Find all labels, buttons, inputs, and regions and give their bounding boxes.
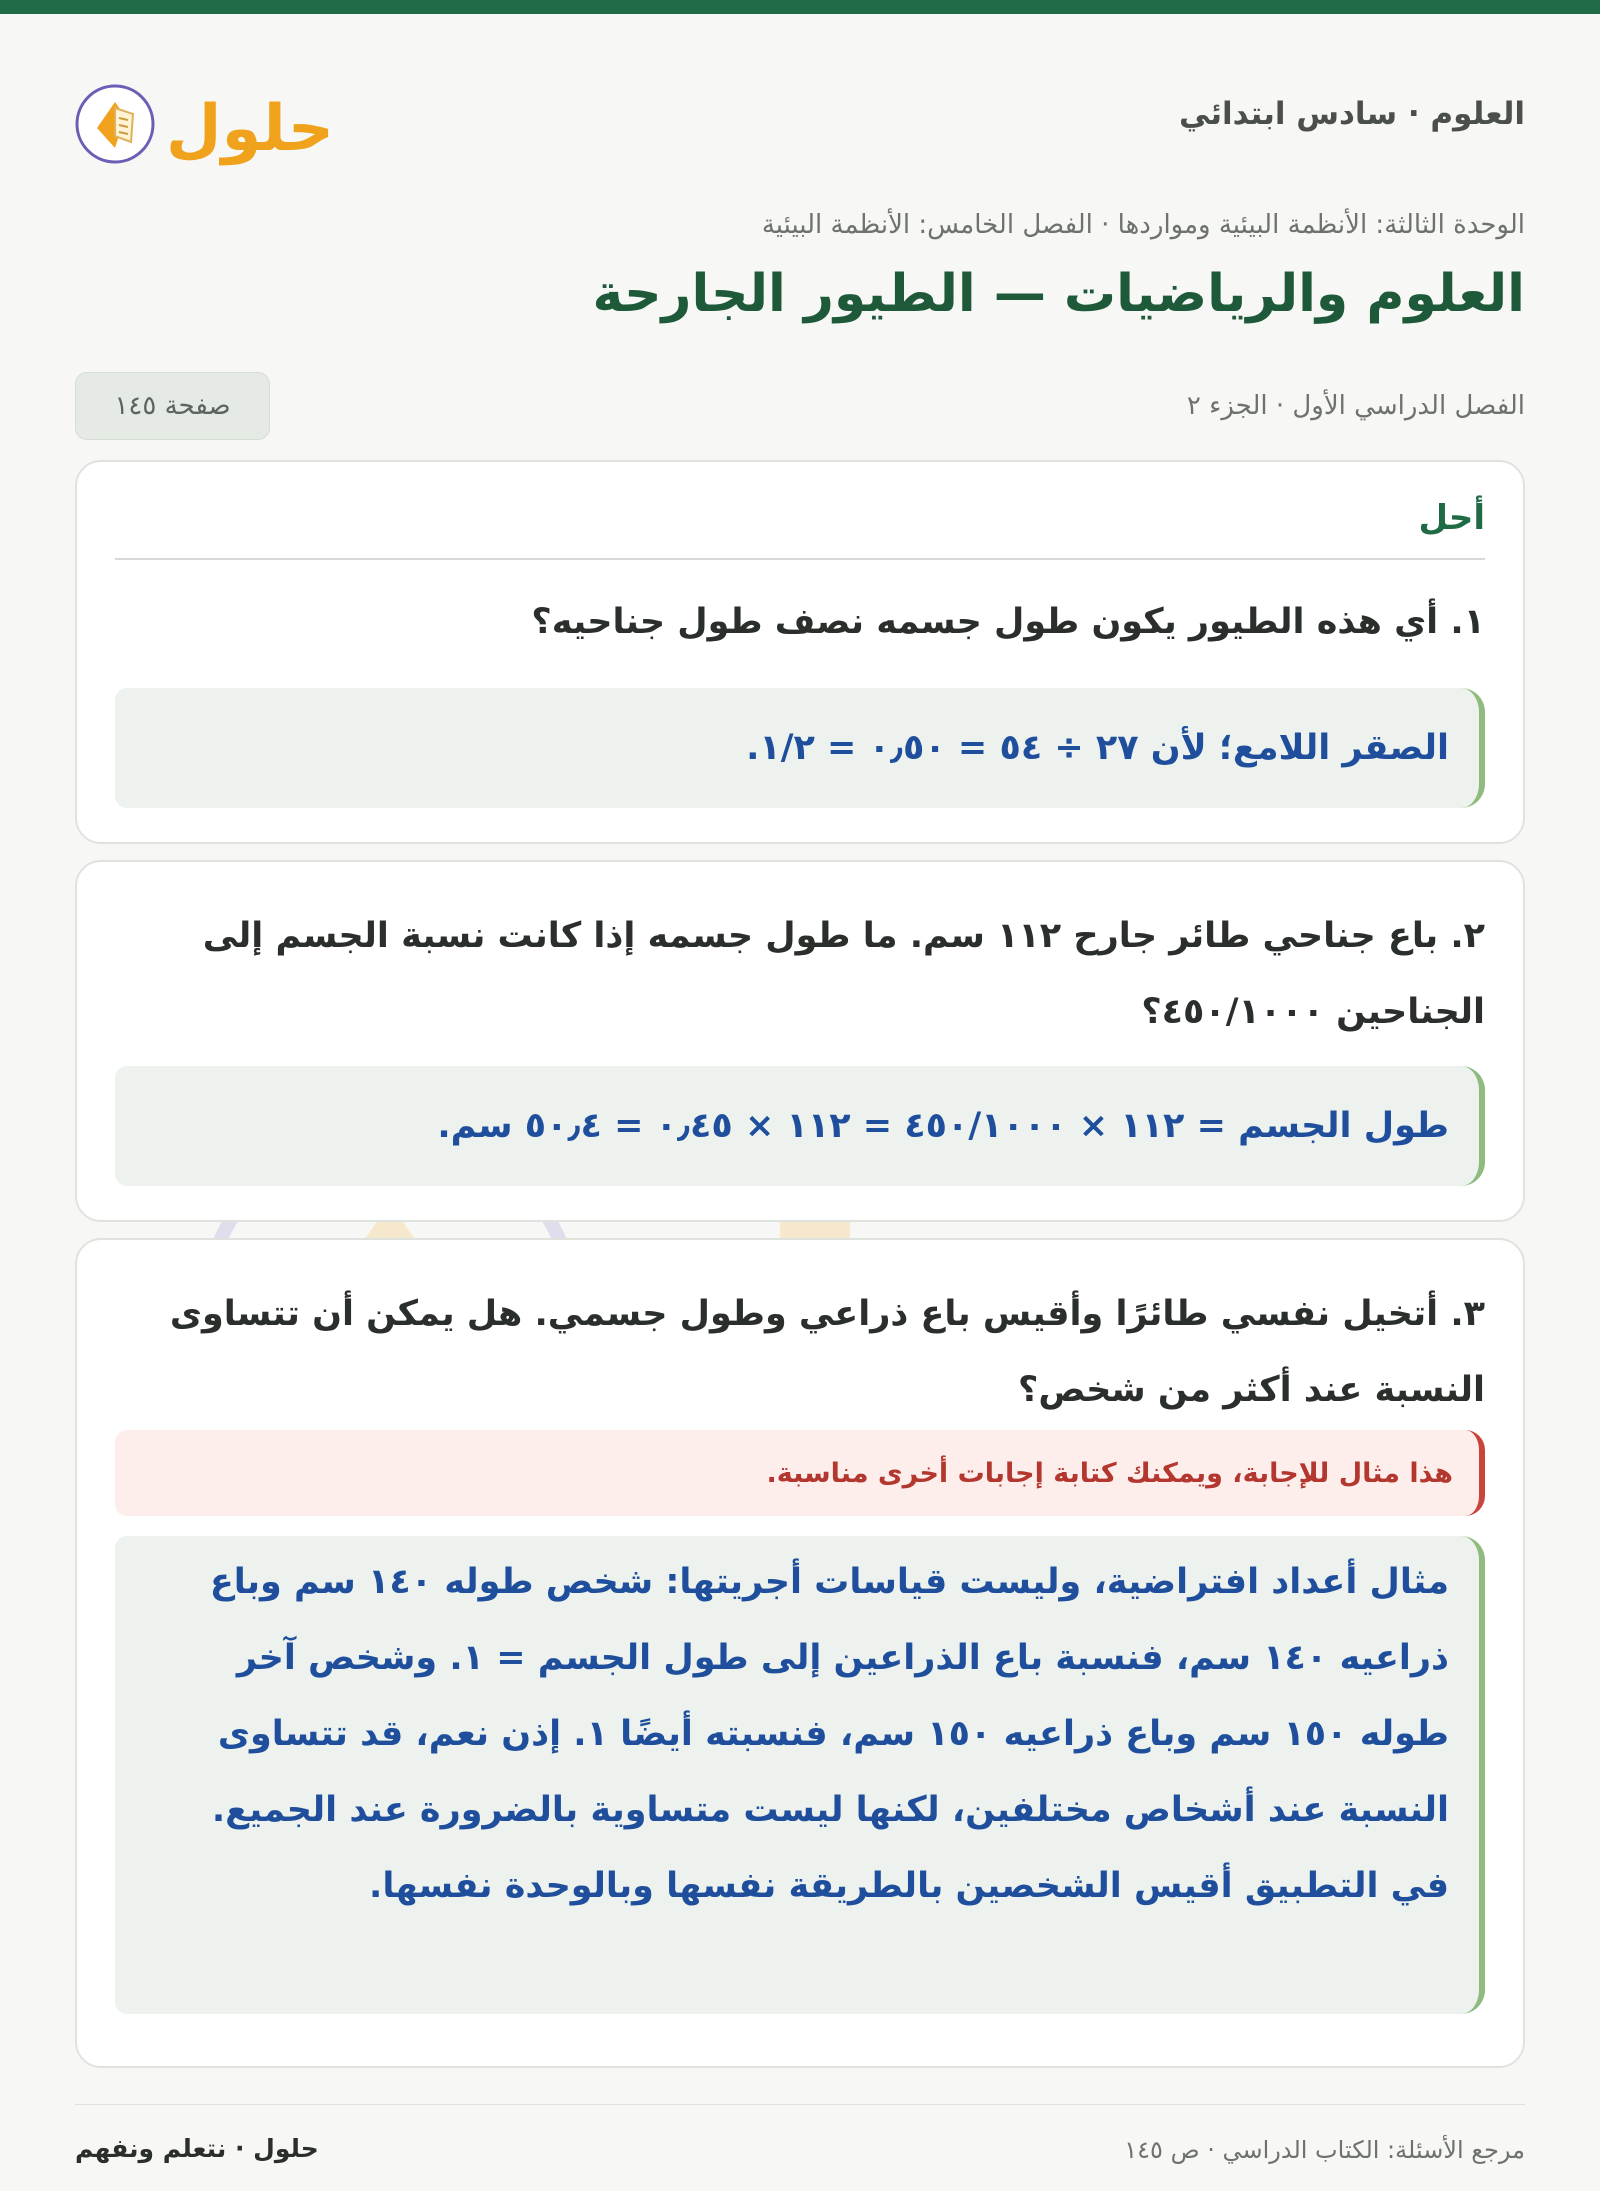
- answer-3: مثال أعداد افتراضية، وليست قياسات أجريتها: شخص طوله ١٤٠ سم وباع ذراعيه ١٤٠ سم، فنسبة باع الذراعين إلى طول الجسم = ١. وشخص آخر طوله ١٥٠ سم وباع ذراعيه ١٥٠ سم، فنسبته أيضًا ١. إذن نعم، قد تتساوى النسبة عند أشخاص مختلفين، لكنها ليست متساوية بالضرورة عند الجميع. في التطبيق أقيس الشخصين بالطريقة نفسها وبالوحدة نفسها.: [115, 1536, 1485, 2014]
- top-accent-bar: [0, 0, 1600, 14]
- answer-2: طول الجسم = ١١٢ × ٤٥٠/١٠٠٠ = ١١٢ × ٠٫٤٥ = ٥٠٫٤ سم.: [115, 1066, 1485, 1186]
- footer-reference: مرجع الأسئلة: الكتاب الدراسي · ص ١٤٥: [1124, 2136, 1525, 2164]
- subject-grade: العلوم · سادس ابتدائي: [1179, 96, 1525, 132]
- section-title: أحل: [1418, 498, 1485, 538]
- logo-text: حلول: [166, 92, 334, 166]
- footer-brand: حلول · نتعلم ونفهم: [75, 2134, 319, 2163]
- page: [0, 14, 1600, 2191]
- breadcrumb: الوحدة الثالثة: الأنظمة البيئية ومواردها · الفصل الخامس: الأنظمة البيئية: [761, 210, 1525, 240]
- term-info: الفصل الدراسي الأول · الجزء ٢: [1186, 391, 1525, 421]
- header: [75, 70, 1525, 180]
- question-card-1: [75, 460, 1525, 844]
- footer-divider: [75, 2104, 1525, 2105]
- example-answer-note: هذا مثال للإجابة، ويمكنك كتابة إجابات أخرى مناسبة.: [115, 1430, 1485, 1516]
- question-1-text: ١. أي هذه الطيور يكون طول جسمه نصف طول جناحيه؟: [531, 602, 1485, 642]
- question-card-3: [75, 1238, 1525, 2068]
- question-2-text: ٢. باع جناحي طائر جارح ١١٢ سم. ما طول جسمه إذا كانت نسبة الجسم إلى الجناحين ٤٥٠/١٠٠٠؟: [202, 916, 1485, 1032]
- hulul-logo[interactable]: [75, 70, 345, 180]
- question-card-2: [75, 860, 1525, 1222]
- answer-1: الصقر اللامع؛ لأن ٢٧ ÷ ٥٤ = ٠٫٥٠ = ١/٢.: [115, 688, 1485, 808]
- page-title: العلوم والرياضيات — الطيور الجارحة: [592, 264, 1525, 324]
- question-3-text: ٣. أتخيل نفسي طائرًا وأقيس باع ذراعي وطول جسمي. هل يمكن أن تتساوى النسبة عند أكثر من شخص؟: [169, 1294, 1485, 1410]
- section-divider: [115, 558, 1485, 560]
- page-number-badge: صفحة ١٤٥: [75, 372, 270, 440]
